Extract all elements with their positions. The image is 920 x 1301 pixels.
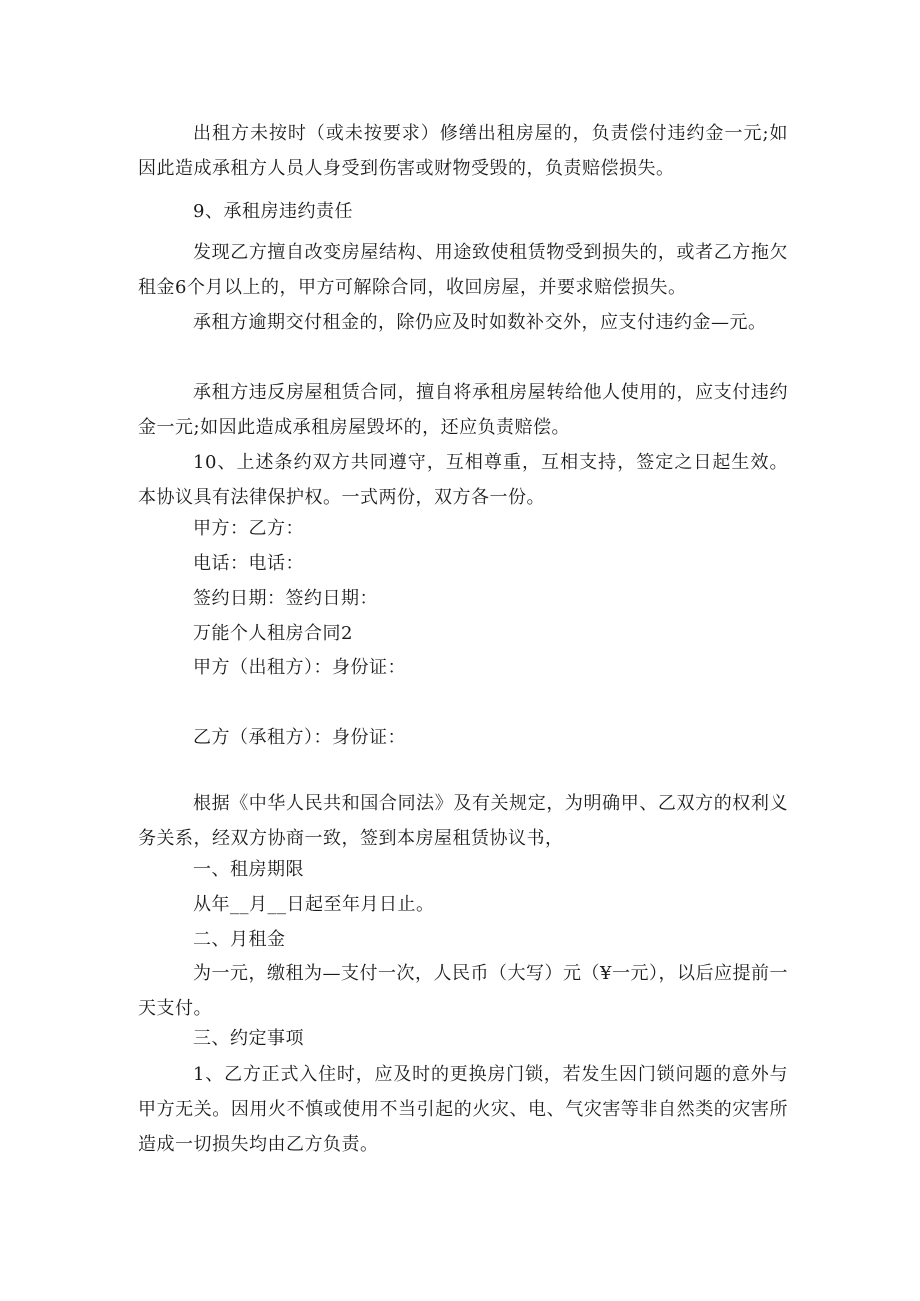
lessor-line: 甲方（出租方）：身份证： [193, 657, 406, 678]
heading-term: 一、租房期限 [193, 859, 304, 880]
lessee-line: 乙方（承租方）：身份证： [193, 727, 406, 748]
paragraph-sublet: 承租方违反房屋租赁合同，擅自将承租房屋转给他人使用的，应支付违约金一元;如因此造成承租房屋毁坏的，还应负责赔偿。 [138, 382, 788, 438]
heading-agreed-matters: 三、约定事项 [193, 1028, 304, 1049]
paragraph-structure-change: 发现乙方擅自改变房屋结构、用途致使租赁物受到损失的，或者乙方拖欠租金6个月以上的，甲方可解除合同，收回房屋，并要求赔偿损失。 [138, 242, 788, 298]
contract-title: 万能个人租房合同2 [193, 623, 353, 644]
paragraph-late-rent: 承租方逾期交付租金的，除仍应及时如数补交外，应支付违约金—元。 [193, 312, 767, 333]
term-dates: 从年__月__日起至年月日止。 [193, 894, 435, 915]
signature-phone-line: 电话：电话： [193, 553, 304, 574]
paragraph-rent-payment: 为一元，缴租为—支付一次，人民币（大写）元（¥一元），以后应提前一天支付。 [138, 963, 788, 1019]
paragraph-lock-change: 1、乙方正式入住时，应及时的更换房门锁，若发生因门锁问题的意外与甲方无关。因用火不慎或使用不当引起的火灾、电、气灾害等非自然类的灾害所造成一切损失均由乙方负责。 [138, 1064, 788, 1155]
paragraph-repair-penalty: 出租方未按时（或未按要求）修缮出租房屋的，负责偿付违约金一元;如因此造成承租方人员人身受到伤害或财物受毁的，负责赔偿损失。 [138, 123, 788, 179]
signature-date-line: 签约日期：签约日期： [193, 588, 378, 609]
heading-monthly-rent: 二、月租金 [193, 929, 286, 950]
paragraph-effective: 10、上述条约双方共同遵守，互相尊重，互相支持，签定之日起生效。本协议具有法律保护权。一式两份，双方各一份。 [138, 452, 788, 508]
paragraph-preamble: 根据《中华人民共和国合同法》及有关规定，为明确甲、乙双方的权利义务关系，经双方协商一致，签到本房屋租赁协议书， [138, 793, 788, 849]
heading-tenant-breach: 9、承租房违约责任 [193, 201, 353, 222]
signature-party-line: 甲方：乙方： [193, 518, 304, 539]
